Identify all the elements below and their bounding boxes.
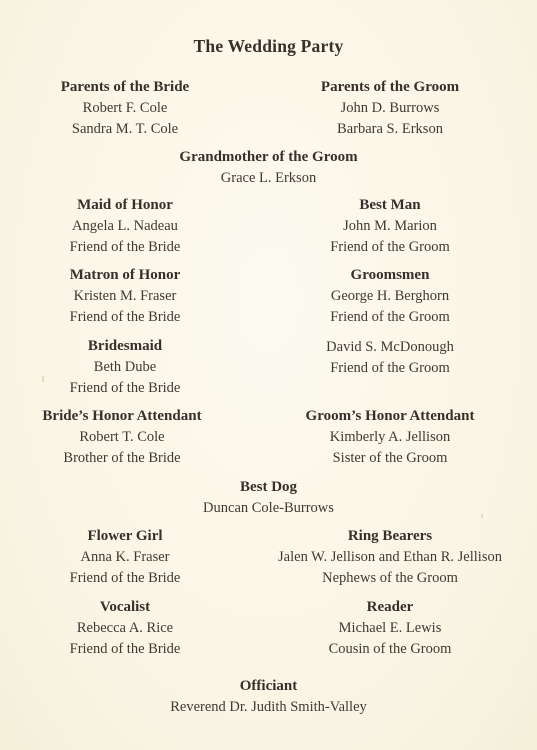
person-relation: Nephews of the Groom	[322, 570, 458, 586]
person-name: Duncan Cole-Burrows	[203, 500, 334, 516]
role-heading: Bridesmaid	[87, 338, 163, 354]
role-heading: Flower Girl	[87, 528, 163, 544]
page-title: The Wedding Party	[193, 36, 344, 56]
person-name: George H. Berghorn	[330, 288, 450, 304]
flower-girl-section	[30, 526, 220, 589]
person-name: Rebecca A. Rice	[76, 620, 174, 636]
person-name: Kristen M. Fraser	[73, 288, 177, 304]
paper-speck	[42, 376, 44, 382]
role-heading: Matron of Honor	[69, 267, 181, 283]
role-heading: Best Dog	[239, 479, 298, 495]
maid-of-honor-section	[30, 195, 220, 258]
person-name: Angela L. Nadeau	[72, 218, 178, 234]
person-name: Anna K. Fraser	[80, 549, 170, 565]
vocalist-section	[30, 597, 220, 660]
best-dog-section	[0, 477, 537, 519]
person-name: Sandra M. T. Cole	[71, 121, 179, 137]
role-heading: Groomsmen	[350, 267, 430, 283]
grandmother-of-groom-section	[0, 147, 537, 189]
person-relation: Friend of the Groom	[330, 360, 450, 376]
person-relation: Friend of the Bride	[69, 380, 181, 396]
officiant-section	[0, 676, 537, 718]
person-name: Michael E. Lewis	[338, 620, 442, 636]
person-relation: Friend of the Bride	[69, 641, 181, 657]
person-relation: Friend of the Groom	[330, 239, 450, 255]
bridesmaid-section	[30, 336, 220, 399]
person-relation: Sister of the Groom	[332, 450, 448, 466]
person-name: Reverend Dr. Judith Smith-Valley	[170, 699, 367, 715]
ring-bearers-section	[260, 526, 520, 589]
groomsmen-section	[290, 265, 490, 379]
role-heading: Parents of the Groom	[320, 79, 460, 95]
parents-of-groom-section	[290, 77, 490, 140]
brides-honor-attendant-section	[22, 406, 222, 469]
role-heading: Maid of Honor	[77, 197, 173, 213]
role-heading: Groom’s Honor Attendant	[305, 408, 475, 424]
person-relation: Friend of the Bride	[69, 570, 181, 586]
person-name: Beth Dube	[93, 359, 157, 375]
role-heading: Reader	[366, 599, 414, 615]
reader-section	[290, 597, 490, 660]
person-name: Barbara S. Erkson	[337, 121, 443, 137]
best-man-section	[290, 195, 490, 258]
person-relation: Cousin of the Groom	[328, 641, 452, 657]
person-name: John M. Marion	[343, 218, 437, 234]
role-heading: Parents of the Bride	[60, 79, 190, 95]
person-name: John D. Burrows	[340, 100, 440, 116]
role-heading: Best Man	[359, 197, 421, 213]
role-heading: Ring Bearers	[347, 528, 433, 544]
role-heading: Vocalist	[99, 599, 151, 615]
paper-speck	[481, 514, 483, 518]
person-name: Robert F. Cole	[82, 100, 168, 116]
person-relation: Friend of the Bride	[69, 239, 181, 255]
person-name: David S. McDonough	[326, 339, 454, 355]
person-name: Grace L. Erkson	[220, 170, 317, 186]
person-name: Robert T. Cole	[79, 429, 165, 445]
person-relation: Friend of the Groom	[330, 309, 450, 325]
person-name: Jalen W. Jellison and Ethan R. Jellison	[278, 549, 502, 565]
matron-of-honor-section	[30, 265, 220, 328]
grooms-honor-attendant-section	[290, 406, 490, 469]
parents-of-bride-section	[30, 77, 220, 140]
role-heading: Officiant	[239, 678, 298, 694]
role-heading: Bride’s Honor Attendant	[42, 408, 202, 424]
person-relation: Brother of the Bride	[63, 450, 181, 466]
person-name: Kimberly A. Jellison	[329, 429, 451, 445]
person-relation: Friend of the Bride	[69, 309, 181, 325]
role-heading: Grandmother of the Groom	[179, 149, 358, 165]
